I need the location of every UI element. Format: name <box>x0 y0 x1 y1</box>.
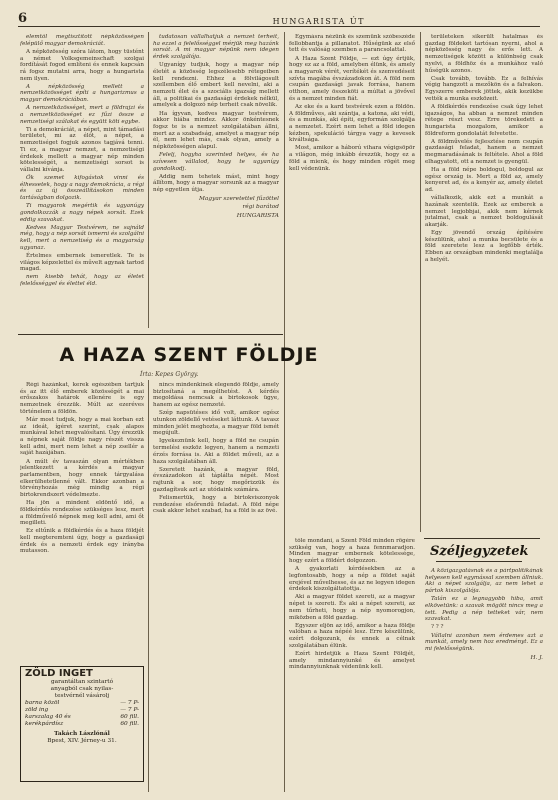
ad-price-row <box>25 700 139 707</box>
paragraph: Kedves Magyar Testvérem, ne sajnáld még, hogy a nép sorsát ismerni és szolgálni kell, mert a nemzetiség és a magyarság ugyanaz. <box>20 224 144 251</box>
paragraph: Az eke és a kard testvérek ezen a földön. A földműves, aki szántja, a katona, aki védi, és a munkás, aki építi, egyformán szolgálja a nemzetet. Ezért nem lehet a föld idegen kézben, spekuláció tárgya vagy a kevesek kiváltsága. <box>289 103 415 144</box>
paragraph: Aki a magyar földet szereti, az a magyar népet is szereti. És aki a népet szereti, az nem tűrheti, hogy a nép nyomorogjon, miközben a föld gazdag. <box>289 594 415 621</box>
paragraph: Addig nem tehetek mást, mint hogy állítom, hogy a magyar sorsunk az a magyar nép egyetlen útja. <box>153 173 279 194</box>
paragraph: A népközösség szóra látom, hogy tüstént a német Volksgemeinschaft szolgai fordítását fogod említeni és ennek kapcsán rá fogsz mutatni arra, hogy a hungarista nem ilyen. <box>20 48 144 82</box>
advertisement-box <box>20 666 144 782</box>
paragraph: A nemzetközösséget, mert a földrajzi és a nemzetközösséget ez fűzi össze a nemzetiségi szálakat és együtt köti egybe. <box>20 105 144 125</box>
article-title: A HAZA SZENT FÖLDJE <box>59 344 319 366</box>
szeljegyzetek-signature: H. J. <box>530 654 543 661</box>
paragraph: elemtől megtisztított népközösségen felépülő magyar demokráciát. <box>20 34 144 47</box>
szeljegyzetek-column <box>425 568 543 792</box>
paragraph: Értelmes embernek ismeretlek. Te is világos képzelettel és művelt agynak tartod magad. <box>20 252 144 273</box>
paragraph: A közigazgatásnak és a pártpolitikának helyesen kell egymással szemben állniuk. Aki a népet szolgálja, az nem lehet a pártok kiszolgálója. <box>425 568 543 595</box>
ad-title: ZÖLD INGET <box>25 668 93 679</box>
paragraph: Szép napsütéses idő volt, amikor egész utunkon zöldellő vetéseket láttunk. A tavasz minden jelét meghozta, a magyar föld ismét megújult. <box>153 410 279 437</box>
paragraph: Talán ez a legnagyobb hiba, amit elkövetünk: a szavak mögött nincs meg a tett. Pedig a nép tetteket vár, nem szavakat. <box>425 596 543 623</box>
ad-price-list <box>25 700 139 728</box>
paragraph: A gyakorlati kérdésekben az a legfontosabb, hogy a nép a földet saját erejével művelhesse, és az ne legyen idegen érdekek kiszolgáltatottja. <box>289 566 415 593</box>
section-rule <box>18 334 283 335</box>
paragraph: Ha jön a mindent eldöntő idő, a földkérdés rendezése szükséges lesz, mert a földművelő népnek meg kell adni, ami őt megilleti. <box>20 500 144 527</box>
article-column-4 <box>425 34 543 534</box>
paragraph: tőle mondani, a Szent Föld minden rögére szükség van, hogy a haza fennmaradjon. Minden magyar embernek kötelessége, hogy ezért a földért dolgozzon. <box>289 538 415 565</box>
paragraph: Felelj, hogyha szerinted helyes, és ha szívesen vállalod, hogy te ugyanígy gondolkodj. <box>153 152 279 172</box>
ad-price: — 7 P- <box>120 700 139 706</box>
article-column-3 <box>289 34 415 534</box>
letter-column-1 <box>20 34 144 332</box>
letter-signature: Magyar szeretettel fűzöttel <box>198 195 279 202</box>
paragraph: Ti magyarok megértik és ugyanúgy gondolkozzák a nagy népek sorsát. Ezek eddig szavakat. <box>20 203 144 223</box>
szeljegyzetek-title: Széljegyzetek <box>430 544 529 559</box>
article-byline: Írta: Kepes György. <box>140 371 199 378</box>
ad-price-row <box>25 721 139 728</box>
paragraph: tudatosan vállalhatjuk a nemzet terheit, ha ezzel a felelősséggel mérjük meg hazánk sorsát. A mi magyar népünk nem idegen érdek szolgálója. <box>153 34 279 61</box>
ad-firm: Takách Lászlónál <box>54 731 110 737</box>
paragraph: vállalkozik, akik ezt a munkát a hazának szentelik. Ezek az emberek a nemzet legjobbjai, akik nem kérnek jutalmat, csak a nemzet boldogulását akarják. <box>425 195 543 228</box>
column-rule <box>148 380 149 792</box>
paragraph: Egy jövendő ország építésére készülünk, ahol a munka becsülete és a föld szeretete lesz a legfőbb érték. Ebben az országban mindenki megtalálja a helyét. <box>425 230 543 263</box>
article-body-column-3 <box>289 538 415 792</box>
ad-address: Bpest, XIV. Jérney-u 31. <box>47 738 117 744</box>
paragraph: A földművelés fejlesztése nem csupán gazdasági feladat, hanem a nemzet megmaradásának is feltétele. Ahol a föld elhagyatott, ott a nemzet is gyengül. <box>425 138 543 165</box>
article-body-column-2 <box>153 382 279 792</box>
paragraph: Már most tudjuk, hogy a mai korban ezt az ideát, ígéret szerint, csak alapos munkával lehet megvalósítani. Úgy érezzük a népnek saját földje nagy részét vissza kell adni, mert nem lehet a nép zsellér a saját hazájában. <box>20 416 144 457</box>
ad-line: anyagból csak nyilas- <box>50 686 114 692</box>
paragraph: nincs mindenkinek elegendő földje, amely biztosítaná a megélhetést. A kérdés megoldása nemcsak a birtokosok ügye, hanem az egész nemzeté. <box>153 382 279 409</box>
ad-item: zöld ing <box>25 707 49 713</box>
paragraph: területeken sikerült hatalmas és gazdag földeket tartósan nyerni, ahol a népközösség nagy és erős lett. A nemzetiségek között a különbség csak nyelvi, a földhöz és a munkához való hűségük azonos. <box>425 34 543 74</box>
ad-price: 60 fill. <box>120 714 139 720</box>
ad-line: testvérnél vásárolj <box>54 693 110 699</box>
page-header <box>18 8 540 27</box>
ad-price-row <box>25 714 139 721</box>
paragraph: Most, amikor a háború vihara végigsöpör a világon, még inkább érezzük, hogy ez a föld a mienk, és hogy minden rögét meg kell védenünk. <box>289 145 415 172</box>
paragraph: Ugyanígy tudjuk, hogy a magyar nép életét a közösség legszélesebb rétegeiben kell rendezni. Ehhez a fölvilágosult szellemben élő embert kell nevelni, aki a nemzeti élet és a szociális igazság mellett áll, a politikai és gazdasági érdekek nélkül, amelyek a dolgozó nép terheit csak növelik. <box>153 62 279 109</box>
letter-signature: HUNGARISTA <box>236 213 279 220</box>
column-rule <box>420 32 421 532</box>
paragraph: Igyekeznünk kell, hogy a föld ne csupán termelési eszköz legyen, hanem a nemzeti érzés forrása is. Aki a földet műveli, az a haza szolgálatában áll. <box>153 438 279 465</box>
paragraph: Vállalni azonban nem érdemes azt a munkát, amely nem hoz eredményt. Ez a mi felelősségünk. <box>425 632 543 652</box>
ad-price: 60 fill. <box>120 721 139 727</box>
ad-item: kerékpárdísz <box>25 721 64 727</box>
section-rule <box>424 538 540 539</box>
letter-column-2 <box>153 34 279 332</box>
paragraph: Csak tovább, tovább. Ez a felhívás végig hangzott a mezőkön és a falvakon. Egyszerre emberek jöttek, akik kezükbe vették a munka eszközeit. <box>425 75 543 102</box>
article-body-column-1 <box>20 382 144 662</box>
paragraph: Egymásra nézünk és szemünk szóbeszéde fellobbantja a pillanatot. Hűségünk az első tett és valóság szemben a parancsolattal. <box>289 34 415 54</box>
ad-price-row <box>25 707 139 714</box>
letter-signature: régi barátod <box>242 204 279 211</box>
paragraph: A népközösség mellett a nemzetközösséget építi a hungarizmus a magyar demokráciában. <box>20 83 144 104</box>
paragraph: Felismertük, hogy a birtokviszonyok rendezése elsőrendű feladat. A föld népe csak akkor lehet szabad, ha a föld is az övé. <box>153 494 279 515</box>
szeljegyzetek-rule <box>436 561 522 562</box>
paragraph: Ti a demokráciát, a népet, mint támadási területet, mi az élőt, a népet, a nemzetiséget fogjuk azonos tagjává tenni. Ti ez, a magyar nemzet, a nemzetiségi érdekek mellett a magyar nép minden kötelességét, a nemzetiségi sorsot is vállalni kívánja. <box>20 126 144 173</box>
ad-price: — 7 P- <box>120 707 139 713</box>
paragraph: Ha a föld népe boldogul, boldogul az egész ország is. Mert a föld az, amely kenyeret ad, és a kenyér az, amely életet ad. <box>425 166 543 194</box>
ad-line: garantáltan szintartó <box>50 679 114 685</box>
paragraph: Egyszer eljön az idő, amikor a haza földje valóban a haza népéé lesz. Erre készülünk, ezért dolgozunk, és ennek a célnak szolgálatában élünk. <box>289 622 415 649</box>
ad-item: karszalag 40 és <box>25 714 71 720</box>
paragraph: A Haza Szent Földje, — ezt úgy értjük, hogy ez az a föld, amelyben élünk, és amely a magyarok vérét, verítékét és szenvedéseit szívta magába évszázadokon át. A föld nem csupán gazdasági javak forrása, hanem otthon, amely összeköti a múltat a jövővel és a nemzet minden fiát. <box>289 55 415 102</box>
paragraph: Ők szemet kifogástok vinni és élhessetek, hogy a nagy demokrácia, a régi és az új összeállításokon minden tartáságban dolgozik. <box>20 175 144 202</box>
running-head: HUNGARISTA ÚT <box>272 17 365 26</box>
paragraph: A földkérdés rendezése csak úgy lehet igazságos, ha abban a nemzet minden rétege részt vesz. Erre törekedett a hungarista mozgalom, amikor a földreform gondolatát felvetette. <box>425 103 543 137</box>
paragraph: A múlt év tavaszán olyan mértékben jelentkezett a kérdés a magyar parlamentben, hogy ennek tárgyalása elkerülhetetlenné vált. Ekkor azonban a törvényhozás még mindig a régi birtokrendszert védelmezte. <box>20 458 144 499</box>
paragraph: Szeretett hazánk, a magyar föld, évszázadokon át táplálta népét. Most rajtunk a sor, hogy megőrizzük és gazdagítsuk azt az utódaink számára. <box>153 466 279 493</box>
column-rule <box>284 32 285 792</box>
paragraph: Ha ígyvan, kedves magyar testvérem, akkor hiába mindez. Akkor önkéntesnek fogsz te is a nemzet szolgálatában állni, mert az a szabadság, amelyet a magyar nép él, nem lehet más, csak olyan, amely a népközösségen alapul. <box>153 110 279 151</box>
column-rule <box>148 32 149 328</box>
paragraph: nem kisebb tehát, hogy az életet felelősséggel és élettel éld. <box>20 274 144 288</box>
paragraph: Régi hazánkat, kerek egészében tartjuk és az itt élő emberek közösségét a mai erőszakos határok ellenére is egy nemzetnek érezzük. Múlt az ezeréves történelem a földön. <box>20 382 144 415</box>
paragraph: ? ? ? <box>431 624 444 631</box>
paragraph: Ez eltűnik a földkérdés és a haza földjét kell megteremteni úgy, hogy a gazdasági érdek és a nemzeti érdek egy irányba mutasson. <box>20 528 144 555</box>
page-number: 6 <box>18 11 29 26</box>
paragraph: Ezért hirdetjük a Haza Szent Földjét, amely mindannyiunké és amelyet mindannyiunknak védenünk kell. <box>289 650 415 671</box>
ad-item: barna közöl <box>25 700 60 706</box>
